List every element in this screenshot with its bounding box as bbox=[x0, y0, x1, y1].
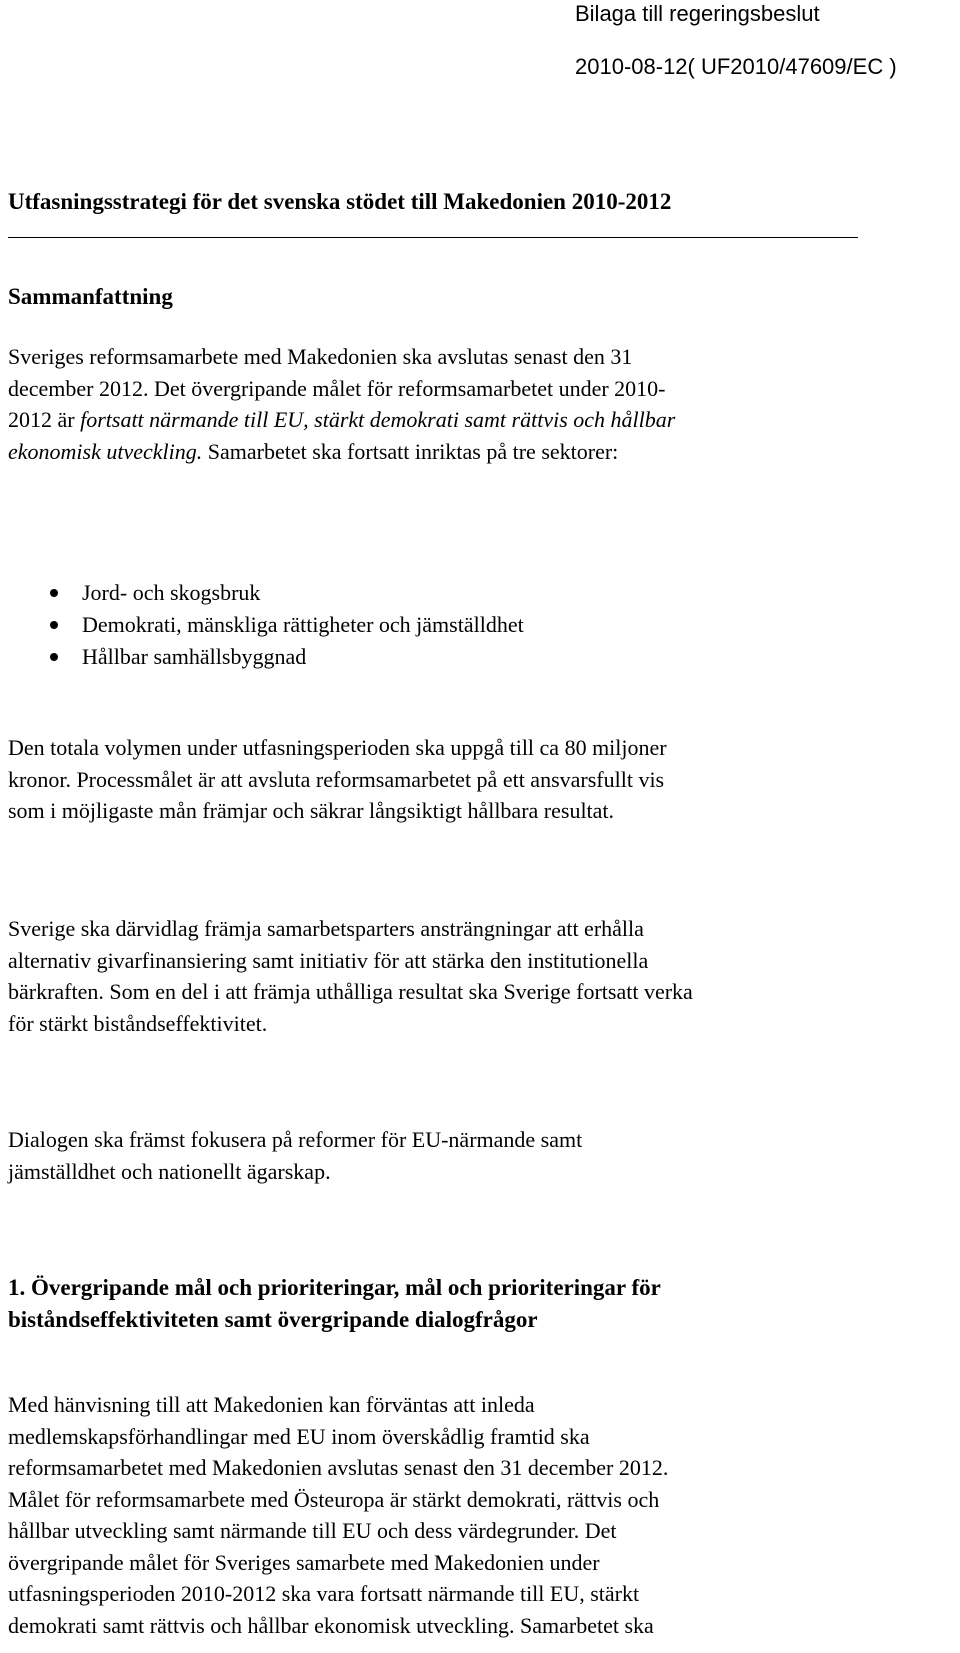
text-line: jämställdhet och nationellt ägarskap. bbox=[8, 1158, 331, 1184]
title-divider bbox=[8, 237, 858, 238]
summary-heading: Sammanfattning bbox=[8, 284, 173, 309]
text-run: Samarbetet ska fortsatt inriktas på tre sektorer: bbox=[202, 438, 619, 464]
text-line: kronor. Processmålet är att avsluta reformsamarbetet på ett ansvarsfullt vis bbox=[8, 766, 665, 792]
text-line: reformsamarbetet med Makedonien avslutas senast den 31 december 2012. bbox=[8, 1455, 669, 1480]
text-line: Dialogen ska främst fokusera på reformer för EU-närmande samt bbox=[8, 1127, 583, 1152]
list-item bbox=[8, 609, 524, 641]
section-1-heading: 1. Övergripande mål och prioriteringar, mål och prioriteringar för bbox=[8, 1275, 661, 1300]
text-line: december 2012. Det övergripande målet för reformsamarbetet under 2010- bbox=[8, 375, 666, 401]
text-line: för stärkt biståndseffektivitet. bbox=[8, 1010, 268, 1036]
section-1-heading-line-2: biståndseffektiviteten samt övergripande dialogfrågor bbox=[8, 1307, 538, 1332]
document-title: Utfasningsstrategi för det svenska stödet till Makedonien 2010-2012 bbox=[8, 189, 672, 214]
text-line: utfasningsperioden 2010-2012 ska vara fortsatt närmande till EU, stärkt bbox=[8, 1581, 640, 1606]
text-run: 2012 är bbox=[8, 407, 81, 432]
text-line: Sverige ska därvidlag främja samarbetsparters ansträngningar att erhålla bbox=[8, 916, 644, 941]
sector-list bbox=[8, 577, 524, 673]
bullet-icon bbox=[50, 589, 58, 597]
sector-label: Jord- och skogsbruk bbox=[82, 580, 261, 605]
text-line bbox=[8, 404, 888, 436]
text-line: Sveriges reformsamarbete med Makedonien ska avslutas senast den 31 bbox=[8, 344, 633, 369]
text-line: medlemskapsförhandlingar med EU inom överskådlig framtid ska bbox=[8, 1423, 590, 1449]
summary-paragraph-4 bbox=[8, 1124, 888, 1187]
header-attachment-label: Bilaga till regeringsbeslut bbox=[575, 1, 820, 26]
sector-label: Demokrati, mänskliga rättigheter och jämställdhet bbox=[82, 612, 524, 637]
italic-goal-text: fortsatt närmande till EU, stärkt demokrati samt rättvis och hållbar bbox=[80, 407, 676, 432]
text-line: Med hänvisning till att Makedonien kan förväntas att inleda bbox=[8, 1392, 535, 1417]
summary-paragraph-3 bbox=[8, 913, 888, 1039]
text-line bbox=[8, 436, 888, 468]
text-line: som i möjligaste mån främjar och säkrar långsiktigt hållbara resultat. bbox=[8, 798, 615, 823]
list-item bbox=[8, 641, 524, 673]
italic-goal-text: ekonomisk utveckling. bbox=[8, 438, 203, 464]
section-1-paragraph bbox=[8, 1389, 888, 1641]
text-line: hållbar utveckling samt närmande till EU och dess värdegrunder. Det bbox=[8, 1518, 617, 1543]
summary-paragraph-1 bbox=[8, 341, 888, 467]
summary-paragraph-2 bbox=[8, 732, 888, 827]
text-line: Den totala volymen under utfasningsperioden ska uppgå till ca 80 miljoner bbox=[8, 735, 667, 760]
list-item bbox=[8, 577, 524, 609]
text-line: övergripande målet för Sveriges samarbete med Makedonien under bbox=[8, 1549, 600, 1575]
sector-label: Hållbar samhällsbyggnad bbox=[82, 644, 307, 669]
bullet-icon bbox=[50, 621, 58, 629]
text-line: alternativ givarfinansiering samt initiativ för att stärka den institutionella bbox=[8, 947, 649, 973]
header-date-reference: 2010-08-12( UF2010/47609/EC ) bbox=[575, 54, 897, 79]
text-line: Målet för reformsamarbete med Östeuropa är stärkt demokrati, rättvis och bbox=[8, 1486, 660, 1512]
bullet-icon bbox=[50, 653, 58, 661]
text-line: bärkraften. Som en del i att främja uthålliga resultat ska Sverige fortsatt verka bbox=[8, 979, 693, 1004]
text-line: demokrati samt rättvis och hållbar ekonomisk utveckling. Samarbetet ska bbox=[8, 1612, 654, 1638]
